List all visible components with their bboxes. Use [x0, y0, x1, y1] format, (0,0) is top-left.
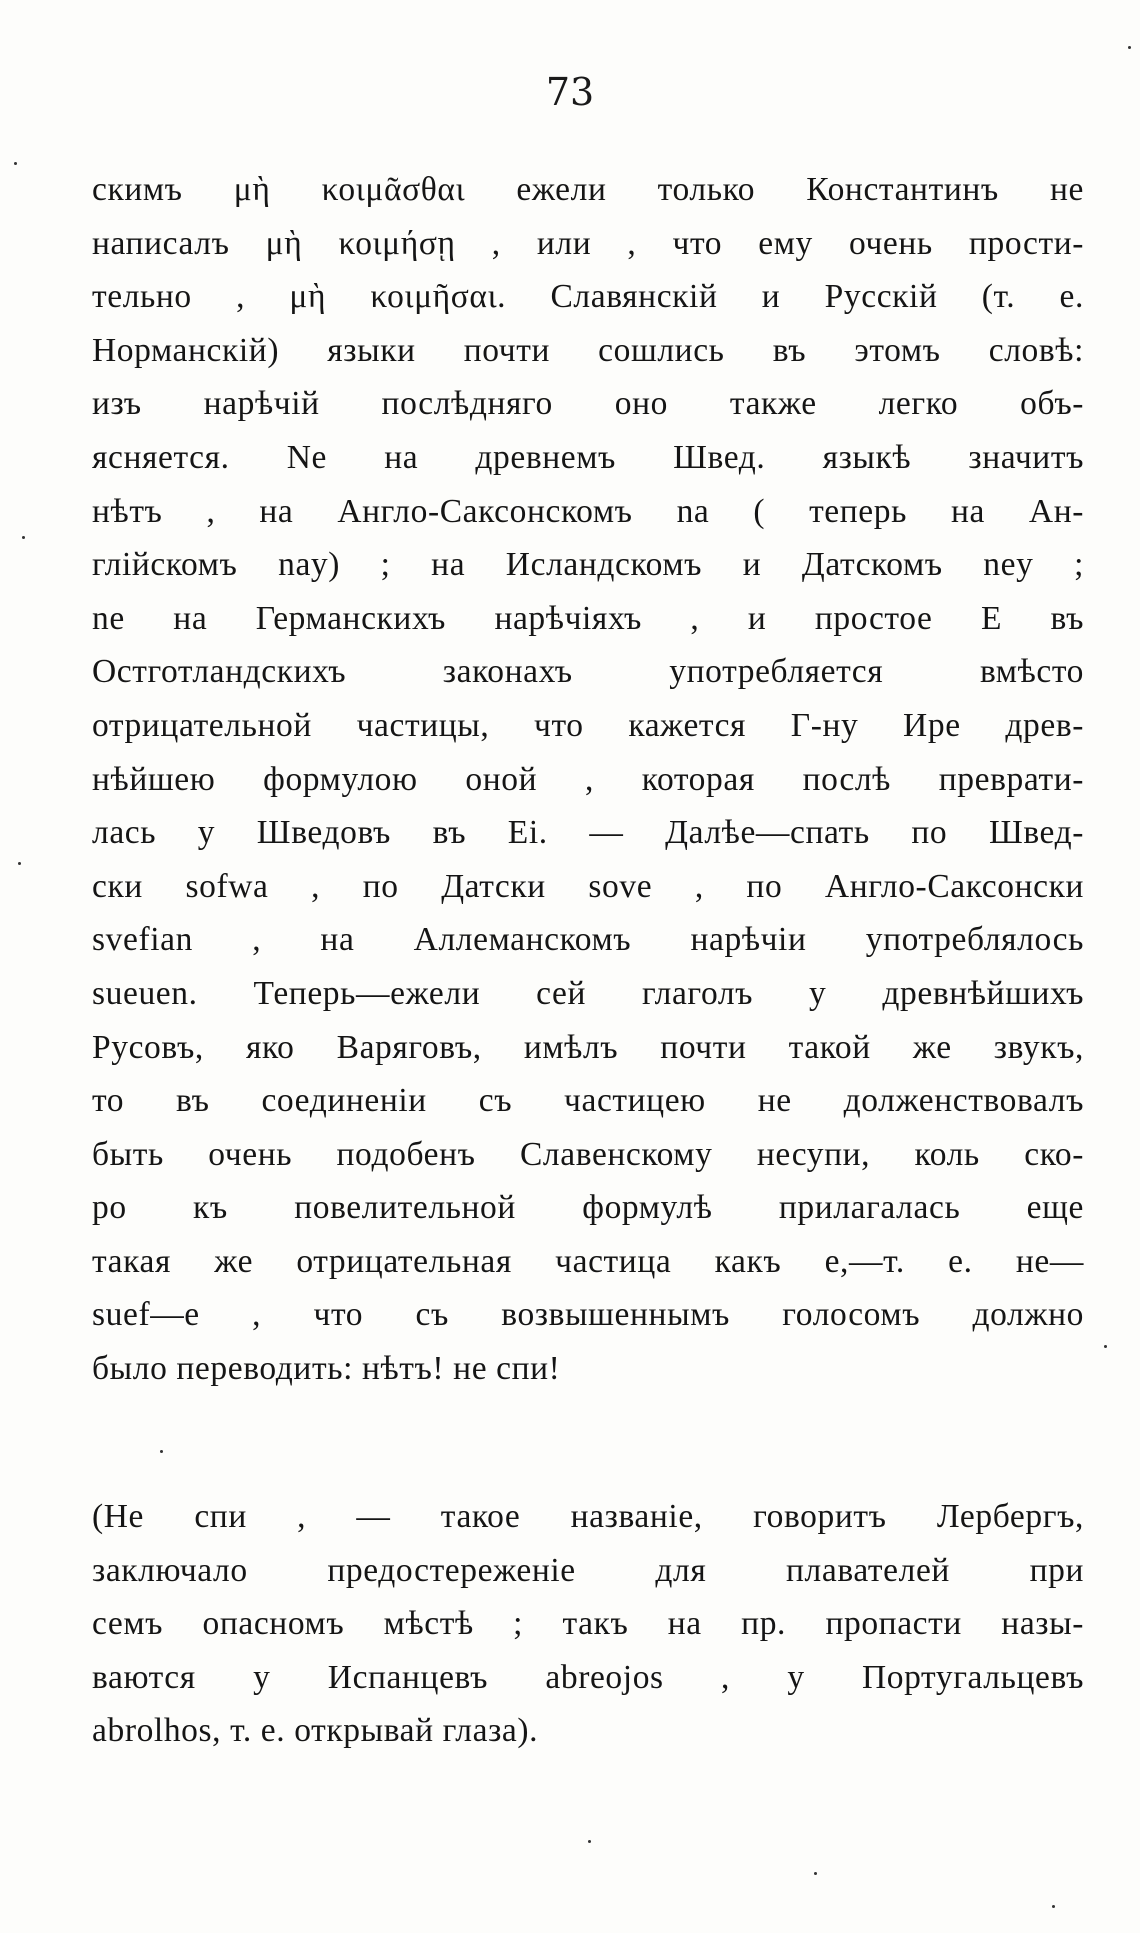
text-line: такая же отрицательная частица какъ е,—т. е. не— — [92, 1242, 1084, 1280]
main-text — [92, 163, 1084, 1396]
text-line: отрицательной частицы, что кажется Г-ну Ире древ- — [92, 706, 1084, 744]
text-line: быть очень подобенъ Славенскому несупи, коль ско- — [92, 1135, 1084, 1173]
print-speck — [22, 536, 25, 539]
text-line: написалъ μὴ κοιμήσῃ , или , что ему очень прости- — [92, 224, 1084, 262]
text-line: то въ соединеніи съ частицею не долженствовалъ — [92, 1082, 1084, 1120]
note-paragraph — [92, 1490, 1084, 1758]
text-line: нѣйшею формулою оной , которая послѣ преврати- — [92, 760, 1084, 798]
print-speck — [18, 862, 21, 865]
text-line: ро къ повелительной формулѣ прилагалась еще — [92, 1189, 1084, 1227]
note-line: семъ опасномъ мѣстѣ ; такъ на пр. пропасти назы- — [92, 1605, 1084, 1643]
print-speck — [1128, 46, 1131, 49]
note-line: (Не спи , — такое названіе, говоритъ Лербергъ, — [92, 1498, 1084, 1535]
text-line: скимъ μὴ κοιμᾶσθαι ежели только Константинъ не — [92, 171, 1084, 208]
text-line: лась у Шведовъ въ Ei. — Далѣе—спать по Швед- — [92, 814, 1084, 852]
print-speck — [14, 162, 17, 165]
text-line: svefian , на Аллеманскомъ нарѣчіи употреблялось — [92, 921, 1084, 959]
page-number: 73 — [545, 70, 595, 114]
print-speck — [814, 1872, 817, 1875]
text-line: Норманскій) языки почти сошлись въ этомъ словѣ: — [92, 331, 1084, 369]
note-line: abrolhos, т. е. открывай глаза). — [92, 1712, 539, 1750]
text-line: нѣтъ , на Англо-Саксонскомъ na ( теперь на Ан- — [92, 492, 1084, 530]
text-line: Русовъ, яко Варяговъ, имѣлъ почти такой же звукъ, — [92, 1028, 1084, 1066]
text-line: тельно , μὴ κοιμῆσαι. Славянскій и Русскій (т. е. — [92, 278, 1084, 316]
note-line: заключало предостереженіе для плавателей при — [92, 1551, 1084, 1589]
text-line: sueuen. Теперь—ежели сей глаголъ у древнѣйшихъ — [92, 974, 1084, 1012]
print-speck — [160, 1450, 163, 1453]
note-line: ваются у Испанцевъ abreojos , у Португальцевъ — [92, 1658, 1084, 1696]
text-line: изъ нарѣчій послѣдняго оно также легко объ- — [92, 385, 1084, 423]
print-speck — [1104, 1345, 1107, 1348]
text-line: было переводить: нѣтъ! не спи! — [92, 1350, 561, 1388]
print-speck — [588, 1840, 591, 1843]
text-line: Остготландскихъ законахъ употребляется вмѣсто — [92, 653, 1084, 691]
text-line: глійскомъ nay) ; на Исландскомъ и Датскомъ ney ; — [92, 546, 1084, 584]
text-line: ясняется. Ne на древнемъ Швед. языкѣ значитъ — [92, 438, 1084, 476]
text-line: suef—е , что съ возвышеннымъ голосомъ должно — [92, 1296, 1084, 1334]
text-line: ски sofwa , по Датски sove , по Англо-Саксонски — [92, 867, 1084, 905]
print-speck — [1052, 1905, 1055, 1908]
text-line: ne на Германскихъ нарѣчіяхъ , и простое E въ — [92, 599, 1084, 637]
